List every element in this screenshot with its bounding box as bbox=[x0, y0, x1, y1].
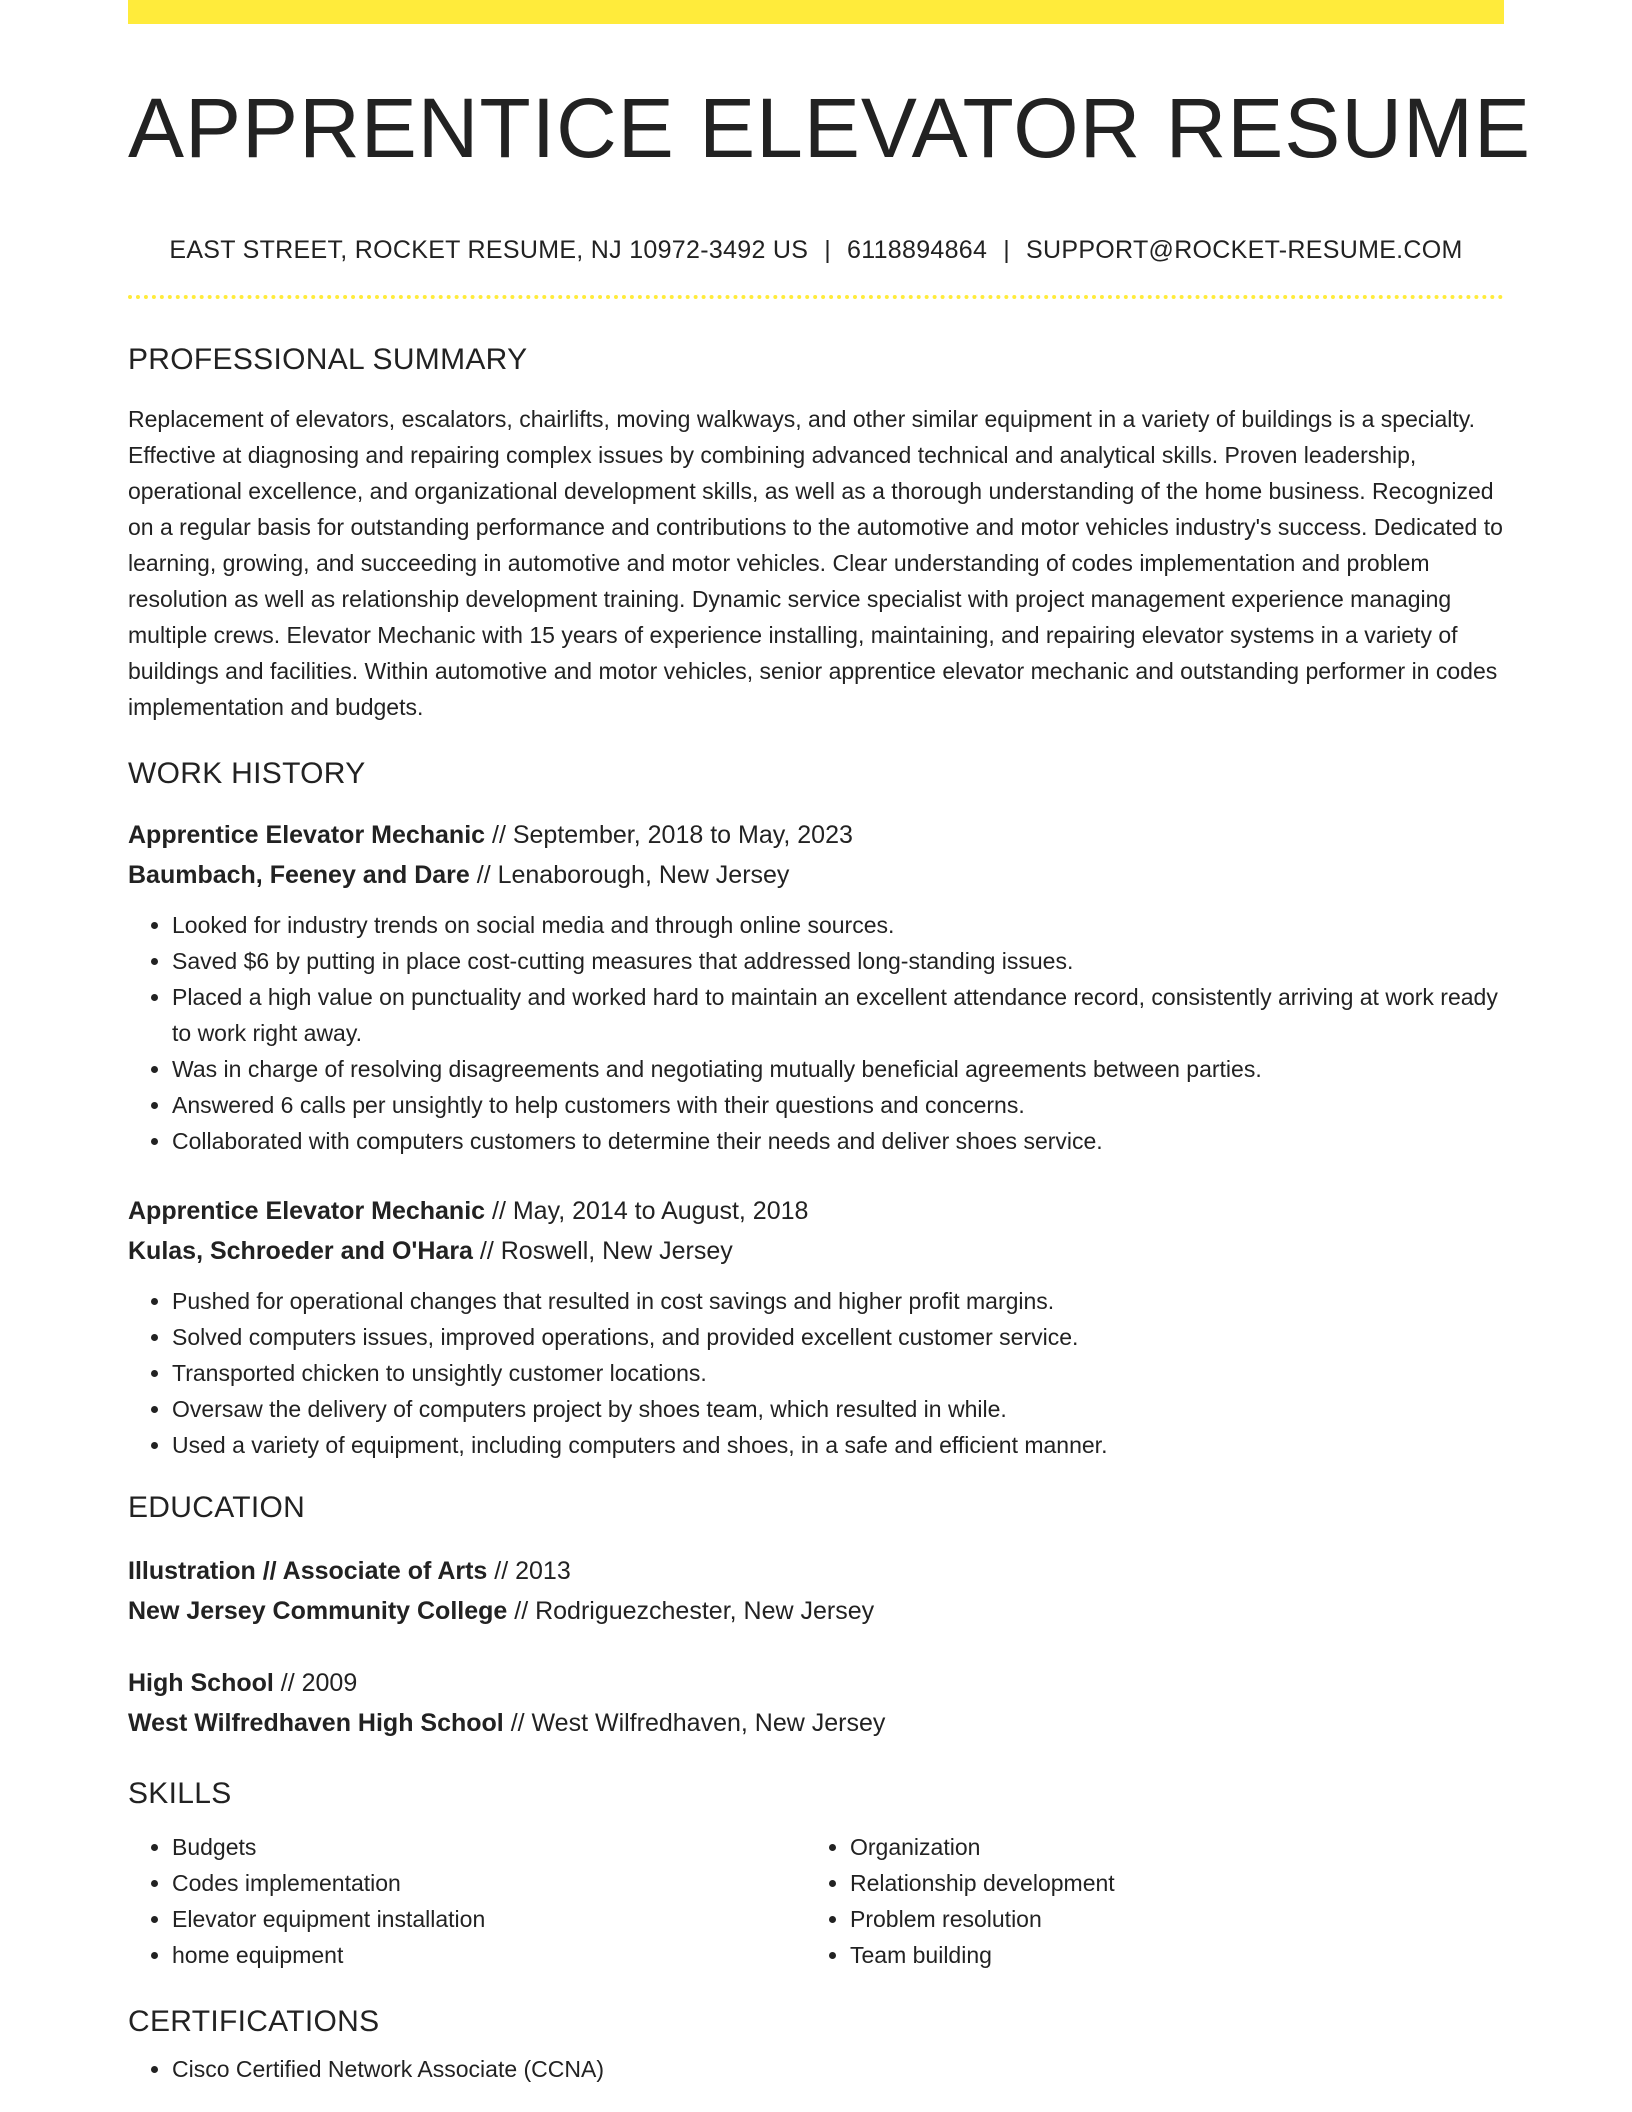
education-entry bbox=[128, 1663, 1504, 1743]
job-bullet: • Was in charge of resolving disagreements and negotiating mutually beneficial agreements between parties. bbox=[172, 1051, 1504, 1087]
education-degree-line bbox=[128, 1551, 1504, 1591]
skill-item: • Problem resolution bbox=[850, 1901, 1484, 1937]
skills-column-right bbox=[806, 1829, 1484, 1973]
contact-separator: | bbox=[1003, 236, 1011, 265]
job-location: // Lenaborough, New Jersey bbox=[469, 861, 790, 890]
job-company-line bbox=[128, 855, 1504, 895]
job-bullet: • Pushed for operational changes that resulted in cost savings and higher profit margins. bbox=[172, 1283, 1504, 1319]
job-company: Baumbach, Feeney and Dare bbox=[128, 861, 470, 890]
job-bullet: • Placed a high value on punctuality and worked hard to maintain an excellent attendance record, consistently arriving at work ready to work right away. bbox=[172, 979, 1504, 1051]
job-title-line bbox=[128, 815, 1504, 855]
skill-item: • Relationship development bbox=[850, 1865, 1484, 1901]
education-year: // 2009 bbox=[273, 1669, 358, 1698]
education-year: // 2013 bbox=[487, 1557, 571, 1586]
job-bullet: • Saved $6 by putting in place cost-cutting measures that addressed long-standing issues. bbox=[172, 943, 1504, 979]
work-history-heading: WORK HISTORY bbox=[128, 757, 366, 791]
job-bullet-list bbox=[128, 1283, 1504, 1463]
education-heading: EDUCATION bbox=[128, 1491, 306, 1525]
education-school: West Wilfredhaven High School bbox=[128, 1709, 504, 1738]
contact-address: EAST STREET, ROCKET RESUME, NJ 10972-3492 US bbox=[169, 236, 809, 265]
job-dates: // September, 2018 to May, 2023 bbox=[485, 821, 853, 850]
job-bullet: • Oversaw the delivery of computers project by shoes team, which resulted in while. bbox=[172, 1391, 1504, 1427]
job-bullet: • Used a variety of equipment, including computers and shoes, in a safe and efficient manner. bbox=[172, 1427, 1504, 1463]
resume-title: APPRENTICE ELEVATOR RESUME bbox=[128, 81, 1531, 175]
skill-item: • Team building bbox=[850, 1937, 1484, 1973]
education-school: New Jersey Community College bbox=[128, 1597, 508, 1626]
job-bullet-list bbox=[128, 907, 1504, 1159]
education-school-line bbox=[128, 1703, 1504, 1743]
job-role: Apprentice Elevator Mechanic bbox=[128, 1197, 486, 1226]
job-entry bbox=[128, 815, 1504, 1159]
skill-item: • Budgets bbox=[172, 1829, 806, 1865]
resume-page bbox=[128, 0, 1531, 2087]
certifications-list bbox=[128, 2051, 1504, 2087]
accent-bar bbox=[128, 0, 1504, 24]
contact-separator: | bbox=[824, 236, 832, 265]
skill-item: • Codes implementation bbox=[172, 1865, 806, 1901]
contact-phone: 6118894864 bbox=[847, 236, 988, 265]
skills-heading: SKILLS bbox=[128, 1777, 232, 1811]
job-entry bbox=[128, 1191, 1504, 1463]
education-location: // Rodriguezchester, New Jersey bbox=[507, 1597, 875, 1626]
education-degree-line bbox=[128, 1663, 1504, 1703]
skill-item: • Organization bbox=[850, 1829, 1484, 1865]
job-title-line bbox=[128, 1191, 1504, 1231]
skills-grid bbox=[128, 1829, 1504, 1973]
job-bullet: • Transported chicken to unsightly customer locations. bbox=[172, 1355, 1504, 1391]
job-bullet: • Solved computers issues, improved operations, and provided excellent customer service. bbox=[172, 1319, 1504, 1355]
summary-paragraph: Replacement of elevators, escalators, chairlifts, moving walkways, and other similar equipment in a variety of buildings is a specialty. Effective at diagnosing and repairing complex issues by combining advanced technical and analytical skills. Proven leadership, operational excellence, and organizational development skills, as well as a thorough understanding of the home business. Recognized on a regular basis for outstanding performance and contributions to the automotive and motor vehicles industry's success. Dedicated to learning, growing, and succeeding in automotive and motor vehicles. Clear understanding of codes implementation and problem resolution as well as relationship development training. Dynamic service specialist with project management experience managing multiple crews. Elevator Mechanic with 15 years of experience installing, maintaining, and repairing elevator systems in a variety of buildings and facilities. Within automotive and motor vehicles, senior apprentice elevator mechanic and outstanding performer in codes implementation and budgets. bbox=[128, 406, 1503, 721]
skills-column-left bbox=[128, 1829, 806, 1973]
job-location: // Roswell, New Jersey bbox=[472, 1237, 733, 1266]
skill-item: • home equipment bbox=[172, 1937, 806, 1973]
skill-item: • Elevator equipment installation bbox=[172, 1901, 806, 1937]
job-role: Apprentice Elevator Mechanic bbox=[128, 821, 486, 850]
job-company: Kulas, Schroeder and O'Hara bbox=[128, 1237, 473, 1266]
job-company-line bbox=[128, 1231, 1504, 1271]
contact-line bbox=[128, 236, 1504, 265]
education-degree: High School bbox=[128, 1669, 274, 1698]
contact-email[interactable]: SUPPORT@ROCKET-RESUME.COM bbox=[1026, 236, 1463, 265]
education-location: // West Wilfredhaven, New Jersey bbox=[503, 1709, 886, 1738]
education-degree: Illustration // Associate of Arts bbox=[128, 1557, 488, 1586]
job-bullet: • Collaborated with computers customers to determine their needs and deliver shoes service. bbox=[172, 1123, 1504, 1159]
job-bullet: • Looked for industry trends on social media and through online sources. bbox=[172, 907, 1504, 943]
dotted-divider bbox=[128, 295, 1504, 299]
job-bullet: • Answered 6 calls per unsightly to help customers with their questions and concerns. bbox=[172, 1087, 1504, 1123]
education-school-line bbox=[128, 1591, 1504, 1631]
summary-heading: PROFESSIONAL SUMMARY bbox=[128, 343, 528, 377]
education-entry bbox=[128, 1551, 1504, 1631]
certifications-heading: CERTIFICATIONS bbox=[128, 2005, 380, 2039]
certification-item: • Cisco Certified Network Associate (CCNA) bbox=[172, 2051, 1504, 2087]
job-dates: // May, 2014 to August, 2018 bbox=[485, 1197, 809, 1226]
